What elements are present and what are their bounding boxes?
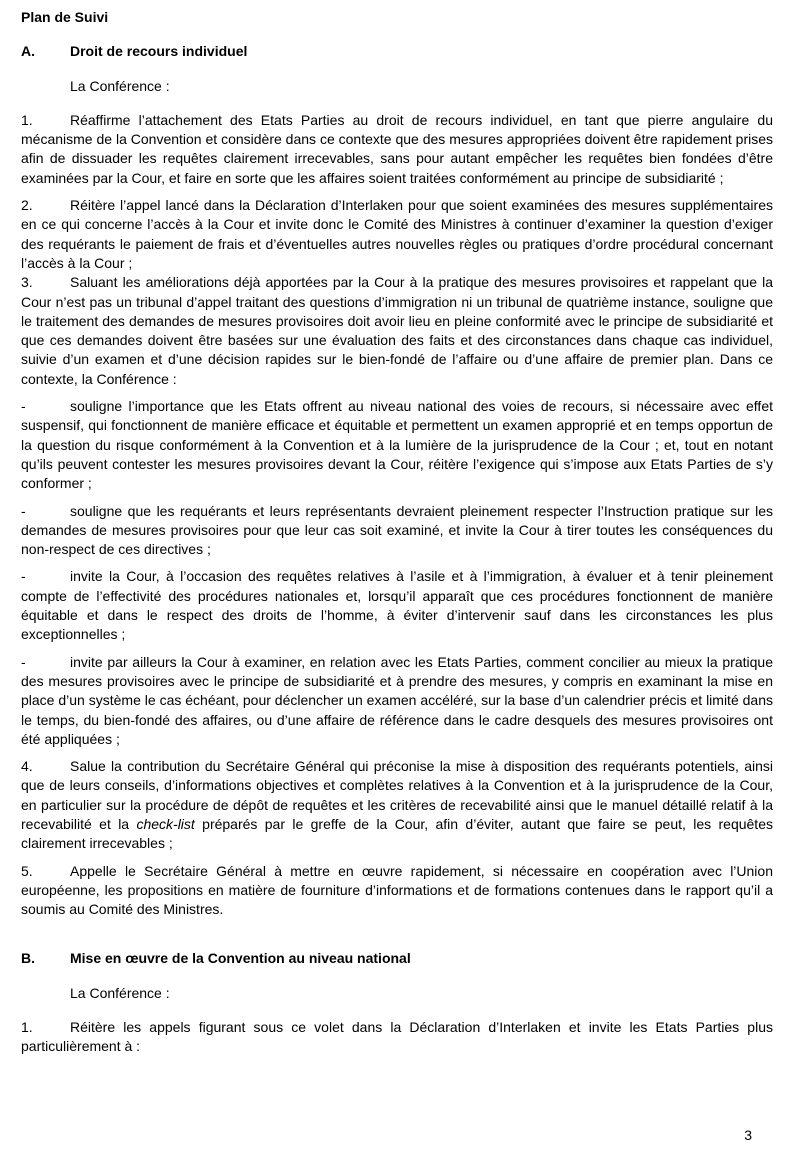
paragraph-marker: 2. <box>21 197 33 214</box>
dash-marker: - <box>21 653 26 670</box>
conference-lead-in-a: La Conférence : <box>70 77 170 94</box>
document-title: Plan de Suivi <box>21 9 109 25</box>
dash-paragraph-2 <box>21 502 773 560</box>
dash-paragraph-1 <box>21 397 773 493</box>
paragraph-marker: 3. <box>21 274 33 291</box>
italic-term: check-list <box>136 815 195 832</box>
paragraph-text: invite la Cour, à l’occasion des requêtes relatives à l’asile et à l’immigration, à évaluer et à tenir pleinement compte de l’effectivité des procédures nationales et, lorsqu’il apparaît que ces procédures fonctionnent de manière équitable et dans le respect des droits de l’homme, à éviter d’intervenir sauf dans les circonstances les plus exceptionnelles ; <box>21 568 773 643</box>
numbered-paragraph-a5 <box>21 862 773 920</box>
paragraph-text: Réitère l’appel lancé dans la Déclaration d’Interlaken pour que soient examinées des mesures supplémentaires en ce qui concerne l’accès à la Cour et invite donc le Comité des Ministres à continuer d’examiner la question d’exiger des requérants le paiement de frais et d’éventuelles autres nouvelles règles ou pratiques d’ordre procédural concernant l’accès à la Cour ; <box>21 197 773 271</box>
paragraph-text: souligne l’importance que les Etats offrent au niveau national des voies de recours, si nécessaire avec effet suspensif, qui fonctionnent de manière efficace et équitable et permettent un examen approprié et en temps opportun de la question du risque conformément à la Convention et à la lumière de la jurisprudence de la Cour ; et, tout en notant qu’ils peuvent contester les mesures provisoires devant la Cour, réitère l’exigence qui s’impose aux Etats Parties de s’y conformer ; <box>21 398 773 492</box>
dash-paragraph-3 <box>21 567 773 644</box>
paragraph-marker: 4. <box>21 758 33 775</box>
numbered-paragraph-a1 <box>21 111 773 188</box>
paragraph-text: Salue la contribution du Secrétaire Général qui préconise la mise à disposition des requérants potentiels, ainsi que de leurs conseils, d’informations objectives et complètes relatives à la Convention et à la jurisprudence de la Cour, en particulier sur la procédure de dépôt de requêtes et les critères de recevabilité ainsi que le manuel détaillé relatif à la recevabilité et la <box>21 758 773 832</box>
paragraph-text: invite par ailleurs la Cour à examiner, en relation avec les Etats Parties, comment concilier au mieux la pratique des mesures provisoires avec le principe de subsidiarité et à prendre des mesures, y compris en examinant la mise en place d’un système le cas échéant, pour déclencher un examen accéléré, sur la base d’un calendrier précis et limité dans le temps, du bien-fondé des affaires, ou d’une affaire de référence dans le cadre desquels des mesures provisoires ont été appliquées ; <box>21 653 773 747</box>
numbered-paragraph-a4 <box>21 757 773 853</box>
section-b-heading <box>21 949 773 968</box>
paragraph-text: Réitère les appels figurant sous ce volet dans la Déclaration d’Interlaken et invite les Etats Parties plus particulièrement à : <box>21 1019 773 1055</box>
section-a-letter: A. <box>21 43 35 60</box>
dash-marker: - <box>21 568 26 585</box>
page-number: 3 <box>744 1127 752 1143</box>
dash-marker: - <box>21 398 26 415</box>
dash-marker: - <box>21 502 26 519</box>
conference-lead-in-b: La Conférence : <box>70 984 170 1001</box>
paragraph-marker: 1. <box>21 111 33 128</box>
section-b-title: Mise en œuvre de la Convention au niveau national <box>70 950 411 967</box>
paragraph-marker: 5. <box>21 862 33 879</box>
paragraph-text: Appelle le Secrétaire Général à mettre en œuvre rapidement, si nécessaire en coopération avec l’Union européenne, les propositions en matière de fourniture d’informations et de formations contenues dans le rapport qu’il a soumis au Comité des Ministres. <box>21 862 773 918</box>
numbered-paragraph-a2 <box>21 196 773 273</box>
numbered-paragraph-b1 <box>21 1018 773 1057</box>
paragraph-text: préparés par le greffe de la Cour, afin d’éviter, autant que faire se peut, les requêtes clairement irrecevables ; <box>21 815 773 852</box>
section-b-letter: B. <box>21 950 35 967</box>
paragraph-text: Réaffirme l’attachement des Etats Parties au droit de recours individuel, en tant que pierre angulaire du mécanisme de la Convention et considère dans ce contexte que des mesures appropriées doivent être rapidement prises afin de dissuader les requêtes clairement irrecevables, sans pour autant empêcher les requêtes bien fondées d’être examinées par la Cour, et faire en sorte que les affaires soient traitées conformément au principe de subsidiarité ; <box>21 111 773 186</box>
paragraph-text: souligne que les requérants et leurs représentants devraient pleinement respecter l’Instruction pratique sur les demandes de mesures provisoires pour que leur cas soit examiné, et invite la Cour à tirer toutes les conséquences du non-respect de ces directives ; <box>21 502 773 558</box>
section-a-heading <box>21 42 773 61</box>
numbered-paragraph-a3 <box>21 273 773 389</box>
section-a-title: Droit de recours individuel <box>70 43 248 60</box>
paragraph-text: Saluant les améliorations déjà apportées par la Cour à la pratique des mesures provisoires et rappelant que la Cour n’est pas un tribunal d’appel traitant des questions d’immigration ni un tribunal de quatrième instance, souligne que le traitement des demandes de mesures provisoires doit avoir lieu en pleine conformité avec le principe de subsidiarité et que ces demandes doivent être basées sur une évaluation des faits et des circonstances dans chaque cas individuel, suivie d’un examen et d’une décision rapides sur le bien-fondé de l’affaire ou d’une affaire de premier plan. Dans ce contexte, la Conférence : <box>21 274 773 387</box>
dash-paragraph-4 <box>21 653 773 749</box>
paragraph-marker: 1. <box>21 1019 33 1036</box>
